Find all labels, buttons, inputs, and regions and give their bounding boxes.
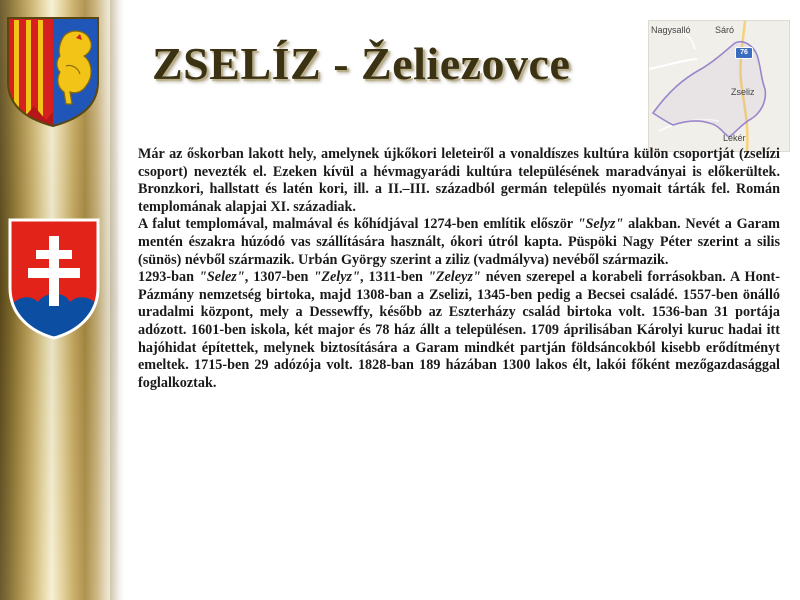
body-paragraph <box>138 269 780 392</box>
map-label-nagysallo: Nagysalló <box>651 25 691 35</box>
paragraph-text: Már az őskorban lakott hely, amelynek újkőkori leleteiről a vonaldíszes kultúra külön csoportját (zselízi csoport) nevezték el. Ezeken kívül a hévmagyarádi kultúra településének maradványai is előkerültek. Bronzkori, hallstatt és latén kori, ill. a II.–III. századból germán település nyomait tárták fel. Román templomának alapjai XI. századiak. <box>138 146 780 215</box>
quoted-name-variant: "Selyz" <box>577 216 624 233</box>
map-label-leker: Lekér <box>723 133 746 143</box>
map-shape <box>649 21 789 151</box>
paragraph-text: alakban. Nevét a Garam mentén északra húzódó vas szállítására használt, ókori útról kapta. Püspöki Nagy Péter szerint a silis (sünös) névből származik. Urbán György szerint a ziliz (vadmályva) nevéből származik. <box>138 216 780 268</box>
article-body <box>138 146 780 392</box>
paragraph-text: 1293-ban <box>138 269 199 286</box>
location-map <box>648 20 790 152</box>
quoted-name-variant: "Zeleyz" <box>427 269 481 286</box>
road-number-badge: 76 <box>735 47 753 59</box>
town-coat-of-arms-icon <box>6 16 100 128</box>
paragraph-text: , 1311-ben <box>359 269 428 286</box>
map-label-zseliz: Zseliz <box>731 87 755 97</box>
slovak-coat-of-arms-icon <box>8 218 100 340</box>
strip-edge-shadow <box>110 0 124 600</box>
paragraph-text: néven szerepel a korabeli forrásokban. A Hont-Pázmány nemzetség birtoka, majd 1308-ban a Zselizi, 1345-ben pedig a Becsei családé. 1557-ben önálló uradalmi központ, mely a Dessewffy, később az Eszterházy család birtoka volt. 1536-ban 31 portája adózott. 1601-ben iskola, két major és 78 ház állt a településen. 1709 áprilisában Károlyi kuruc hadai itt hajóhidat építettek, melynek biztosítására a Garam mindkét partján földsáncokból kisebb erődítményt emeltek. 1715-ben 29 adózója volt. 1828-ban 189 házában 1300 lakos élt, lakói főként mezőgazdasággal foglalkoztak. <box>138 269 780 391</box>
body-paragraph <box>138 216 780 269</box>
page-title: ZSELÍZ - Želiezovce <box>152 38 571 89</box>
paragraph-text: , 1307-ben <box>244 269 314 286</box>
map-label-saro: Sáró <box>715 25 735 35</box>
quoted-name-variant: "Selez" <box>199 269 245 286</box>
body-paragraph <box>138 146 780 216</box>
paragraph-text: A falut templomával, malmával és kőhídjával 1274-ben említik először <box>138 216 578 233</box>
quoted-name-variant: "Zelyz" <box>313 269 360 286</box>
